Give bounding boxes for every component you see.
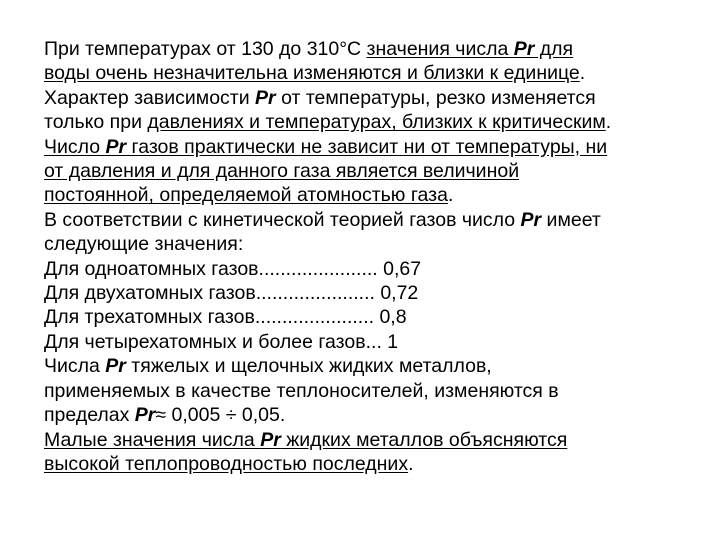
text-fragment: для [534,38,574,60]
division-symbol: ÷ [225,404,237,427]
underlined-phrase [367,38,574,60]
pr-symbol: Pr [105,135,127,158]
text-line [44,208,716,232]
text-fragment: пределах [44,404,135,427]
text-fragment: . [447,184,454,207]
pr-symbol: Pr [255,86,276,109]
underlined-phrase: высокой теплопроводностью последних [44,452,409,475]
text-fragment: . [408,452,414,475]
value-line: Для четырехатомных и более газов... 1 [44,330,399,353]
text-line [44,232,716,256]
text-line [44,183,716,207]
text-line [44,428,716,452]
pr-symbol: Pr [520,208,542,231]
text-fragment: . [605,111,612,134]
text-fragment: Числа [44,355,106,378]
text-fragment: 0,05. [236,404,286,427]
slide-text-block [44,37,716,476]
approx-symbol: ≈ [155,404,167,427]
text-fragment: применяемых в качестве теплоносителей, изменяются в [44,379,559,402]
pr-symbol: Pr [134,404,156,427]
text-fragment: При температурах от 130 до 310°С [44,38,367,60]
text-line [44,452,716,476]
text-fragment: жидких металлов объясняются [280,428,568,451]
text-fragment: . [579,62,586,85]
underlined-phrase [44,429,567,451]
pr-symbol: Pr [260,428,281,451]
value-line: Для двухатомных газов...................... 0,72 [44,282,419,305]
text-line [44,354,716,378]
text-line [44,403,716,427]
text-fragment: следующие значения: [44,233,244,256]
text-line [44,159,716,183]
value-line: Для трехатомных газов...................... 0,8 [44,306,407,329]
text-line [44,61,716,85]
text-fragment: имеет [541,208,601,231]
text-line [44,379,716,403]
text-fragment: тяжелых и щелочных жидких металлов, [125,355,492,378]
text-line [44,135,716,159]
text-fragment: только при [44,111,148,134]
text-fragment: В соответствии с кинетической теорией газов число [44,208,521,231]
text-fragment: Число [44,135,106,158]
text-line [44,86,716,110]
text-line [44,37,716,61]
underlined-phrase: от давления и для данного газа является величиной [44,160,520,183]
text-fragment: Характер зависимости [44,86,256,109]
text-line [44,110,716,134]
text-fragment: от температуры, резко изменяется [275,86,596,109]
text-fragment: значения числа [366,38,514,60]
underlined-phrase [44,136,607,158]
pr-symbol: Pr [105,355,126,378]
underlined-phrase: давлениях и температурах, близких к критическим [147,111,606,134]
text-fragment: газов практически не зависит ни от температуры, ни [126,135,608,158]
text-fragment: Малые значения числа [44,428,261,451]
underlined-phrase: воды очень незначительна изменяются и близки к единице [44,62,580,85]
pr-symbol: Pr [513,38,535,60]
text-fragment: 0,005 [166,404,226,427]
value-line: Для одноатомных газов...................... 0,67 [44,257,422,280]
underlined-phrase: постоянной, определяемой атомностью газа [44,184,448,207]
